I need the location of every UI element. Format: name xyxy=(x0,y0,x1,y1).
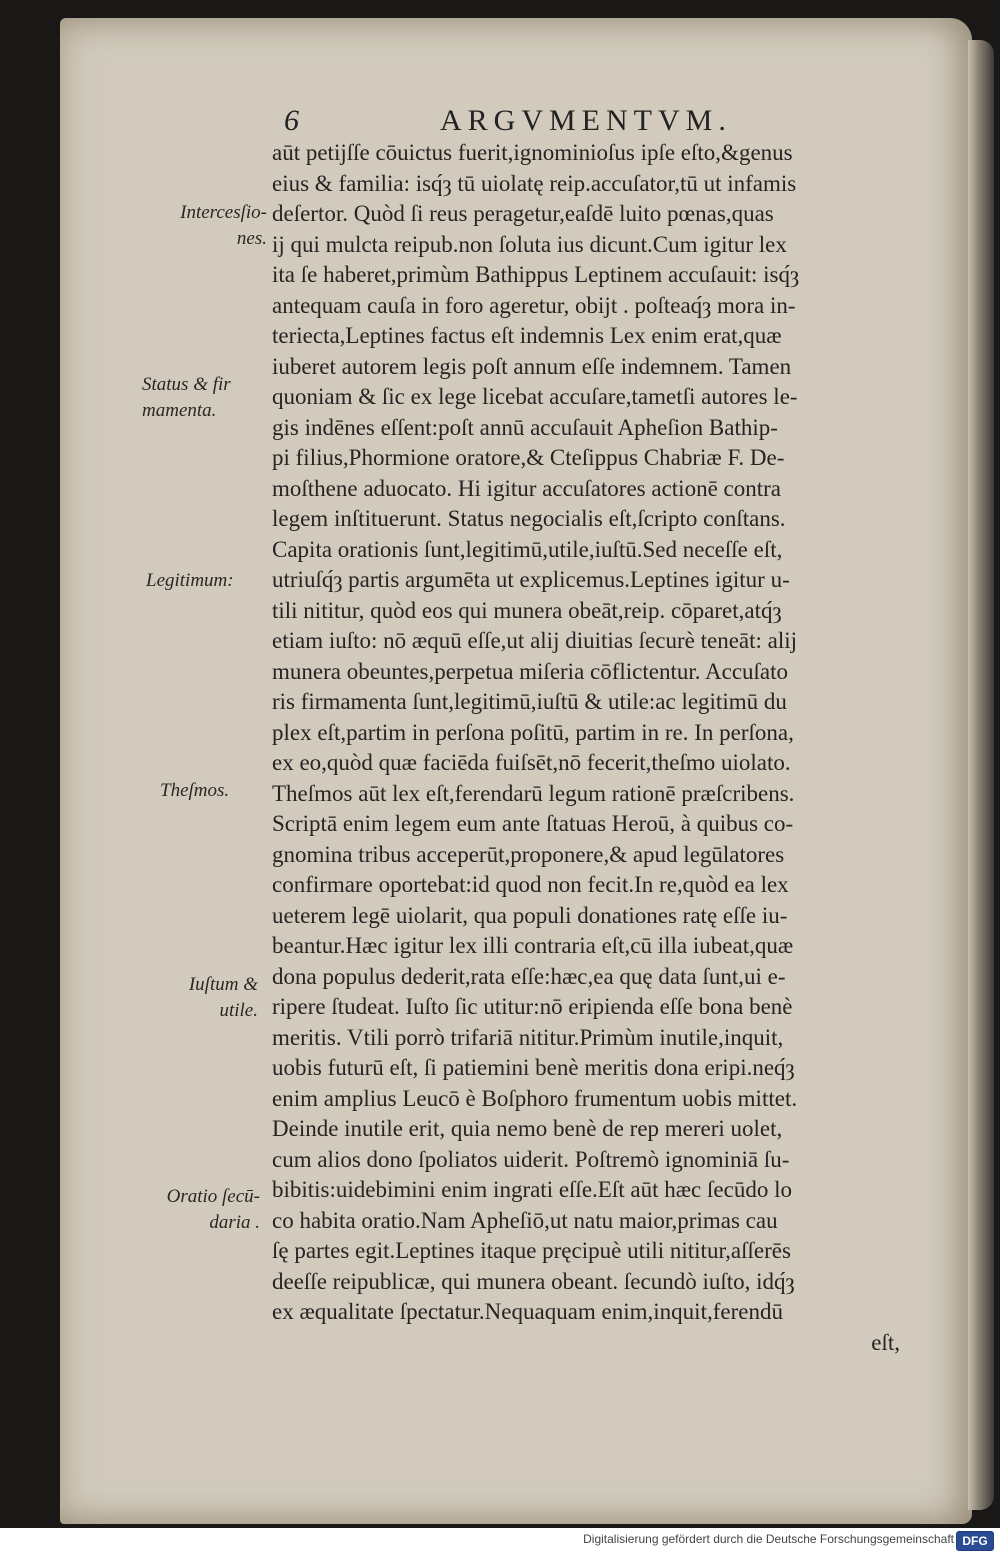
margin-note-legitimum xyxy=(146,568,271,594)
text-line: eius & familia: isq́ȝ tū uiolatę reip.accuſator,tū ut infamis xyxy=(272,170,797,196)
text-line: enim amplius Leucō è Boſphoro frumentum uobis mittet. xyxy=(272,1085,798,1111)
text-line: gis indēnes eſſent:poſt annū accuſauit Apheſion Bathip- xyxy=(272,414,778,440)
text-line: deſertor. Quòd ſi reus peragetur,eaſdē luito pœnas,quas xyxy=(272,201,774,226)
text-line: quoniam & ſic ex lege licebat accuſare,tametſi autores le- xyxy=(272,384,798,409)
text-line: confirmare oportebat:id quod non fecit.In re,quòd ea lex xyxy=(272,872,789,897)
text-line: ita ſe haberet,primùm Bathippus Leptinem accuſauit: isq́ȝ xyxy=(272,262,800,287)
text-line: Scriptā enim legem eum ante ſtatuas Heroū, à quibus co- xyxy=(272,811,794,836)
text-line: dona populus dederit,rata eſſe:hæc,ea quę data ſunt,ui e- xyxy=(272,963,786,989)
text-line: tili nititur, quòd eos qui munera obeāt,reip. cōparet,atq́ȝ xyxy=(272,597,782,623)
dfg-logo-icon: DFG xyxy=(956,1531,994,1551)
margin-note-iustum xyxy=(150,972,258,1024)
text-line: iuberet autorem legis poſt annum eſſe indemnem. Tamen xyxy=(272,353,792,379)
text-line: ripere ſtudeat. Iuſto ſic utitur:nō eripienda eſſe bona benè xyxy=(272,994,793,1019)
text-line: bibitis:uidebimini enim ingrati eſſe.Eſt aūt hæc ſecūdo lo xyxy=(272,1177,792,1202)
text-line: Capita orationis ſunt,legitimū,utile,iuſtū.Sed neceſſe eſt, xyxy=(272,536,783,562)
margin-note-line: Legitimum: xyxy=(146,570,234,591)
text-line: cum alios dono ſpoliatos uiderit. Poſtremò ignominiā ſu- xyxy=(272,1146,790,1172)
text-line: antequam cauſa in foro ageretur, obijt . poſteaq́ȝ mora in- xyxy=(272,292,796,318)
catchword: eſt, xyxy=(871,1330,900,1355)
running-head: ARGVMENTVM. xyxy=(440,104,732,137)
text-line: beantur.Hæc igitur lex illi contraria eſt,cū illa iubeat,quæ xyxy=(272,933,794,958)
text-line: deeſſe reipublicæ, qui munera obeant. ſecundò iuſto, idq́ȝ xyxy=(272,1268,795,1294)
margin-note-line: Oratio ſecū- xyxy=(166,1186,260,1207)
text-line: uobis futurū eſt, ſi patiemini benè meritis dona eripi.neq́ȝ xyxy=(272,1055,795,1080)
text-line: ex eo,quòd quæ faciēda fuiſsēt,nō fecerit,theſmo uiolato. xyxy=(272,750,791,775)
text-line: gnomina tribus acceperūt,proponere,& apud legūlatores xyxy=(272,841,785,867)
margin-note-line: Iuſtum & xyxy=(188,974,258,995)
margin-note-oratio xyxy=(138,1184,260,1236)
margin-note-intercessiones xyxy=(142,200,267,252)
text-line: ris firmamenta ſunt,legitimū,iuſtū & utile:ac legitimū du xyxy=(272,689,787,714)
margin-note-line: nes. xyxy=(236,228,267,249)
text-line: ij qui mulcta reipub.non ſoluta ius dicunt.Cum igitur lex xyxy=(272,231,787,257)
text-line: aūt petijſſe cōuictus fuerit,ignominioſus ipſe eſto,&genus xyxy=(272,140,793,165)
text-line: legem inſtituerunt. Status negocialis eſt,ſcripto conſtans. xyxy=(272,506,786,531)
text-line: munera obeuntes,perpetua miſeria cōflictentur. Accuſato xyxy=(272,658,789,684)
text-line: Deinde inutile erit, quia nemo benè de rep mereri uolet, xyxy=(272,1116,783,1141)
margin-note-line: daria . xyxy=(209,1212,260,1233)
text-line: ex æqualitate ſpectatur.Nequaquam enim,inquit,ferendū xyxy=(272,1299,783,1324)
footer-bar xyxy=(0,1528,1000,1554)
body-text xyxy=(272,138,912,1328)
text-line: utriuſq́ȝ partis argumēta ut explicemus.Leptines igitur u- xyxy=(272,567,790,592)
margin-note-line: Theſmos. xyxy=(160,780,230,801)
funding-credit: Digitalisierung gefördert durch die Deutsche Forschungsgemeinschaft xyxy=(583,1532,954,1546)
text-line: etiam iuſto: nō æquū eſſe,ut alij diuitias ſecurè teneāt: alij xyxy=(272,628,798,653)
margin-note-line: mamenta. xyxy=(142,400,217,421)
text-line: ueterem legē uiolarit, qua populi donationes ratę eſſe iu- xyxy=(272,902,788,928)
text-line: Theſmos aūt lex eſt,ferendarū legum rationē præſcribens. xyxy=(272,780,795,806)
text-line: teriecta,Leptines factus eſt indemnis Lex enim erat,quæ xyxy=(272,323,782,348)
page-edge xyxy=(968,40,994,1510)
text-line: co habita oratio.Nam Apheſiō,ut natu maior,primas cau xyxy=(272,1207,778,1233)
text-line: pi filius,Phormione oratore,& Cteſippus Chabriæ F. De- xyxy=(272,445,785,470)
text-line: moſthene aduocato. Hi igitur accuſatores actionē contra xyxy=(272,475,781,501)
margin-note-status xyxy=(142,372,267,424)
text-line: plex eſt,partim in perſona poſitū, partim in re. In perſona, xyxy=(272,719,794,745)
margin-note-line: Intercesſio- xyxy=(180,202,267,223)
margin-note-thesmos xyxy=(160,778,285,804)
margin-note-line: utile. xyxy=(219,1000,258,1021)
text-line: ſę partes egit.Leptines itaque pręcipuè utili nititur,aſſerēs xyxy=(272,1238,791,1263)
text-line: meritis. Vtili porrò trifariā nititur.Primùm inutile,inquit, xyxy=(272,1024,784,1050)
margin-note-line: Status & fir xyxy=(142,374,231,395)
page-number: 6 xyxy=(284,104,299,137)
